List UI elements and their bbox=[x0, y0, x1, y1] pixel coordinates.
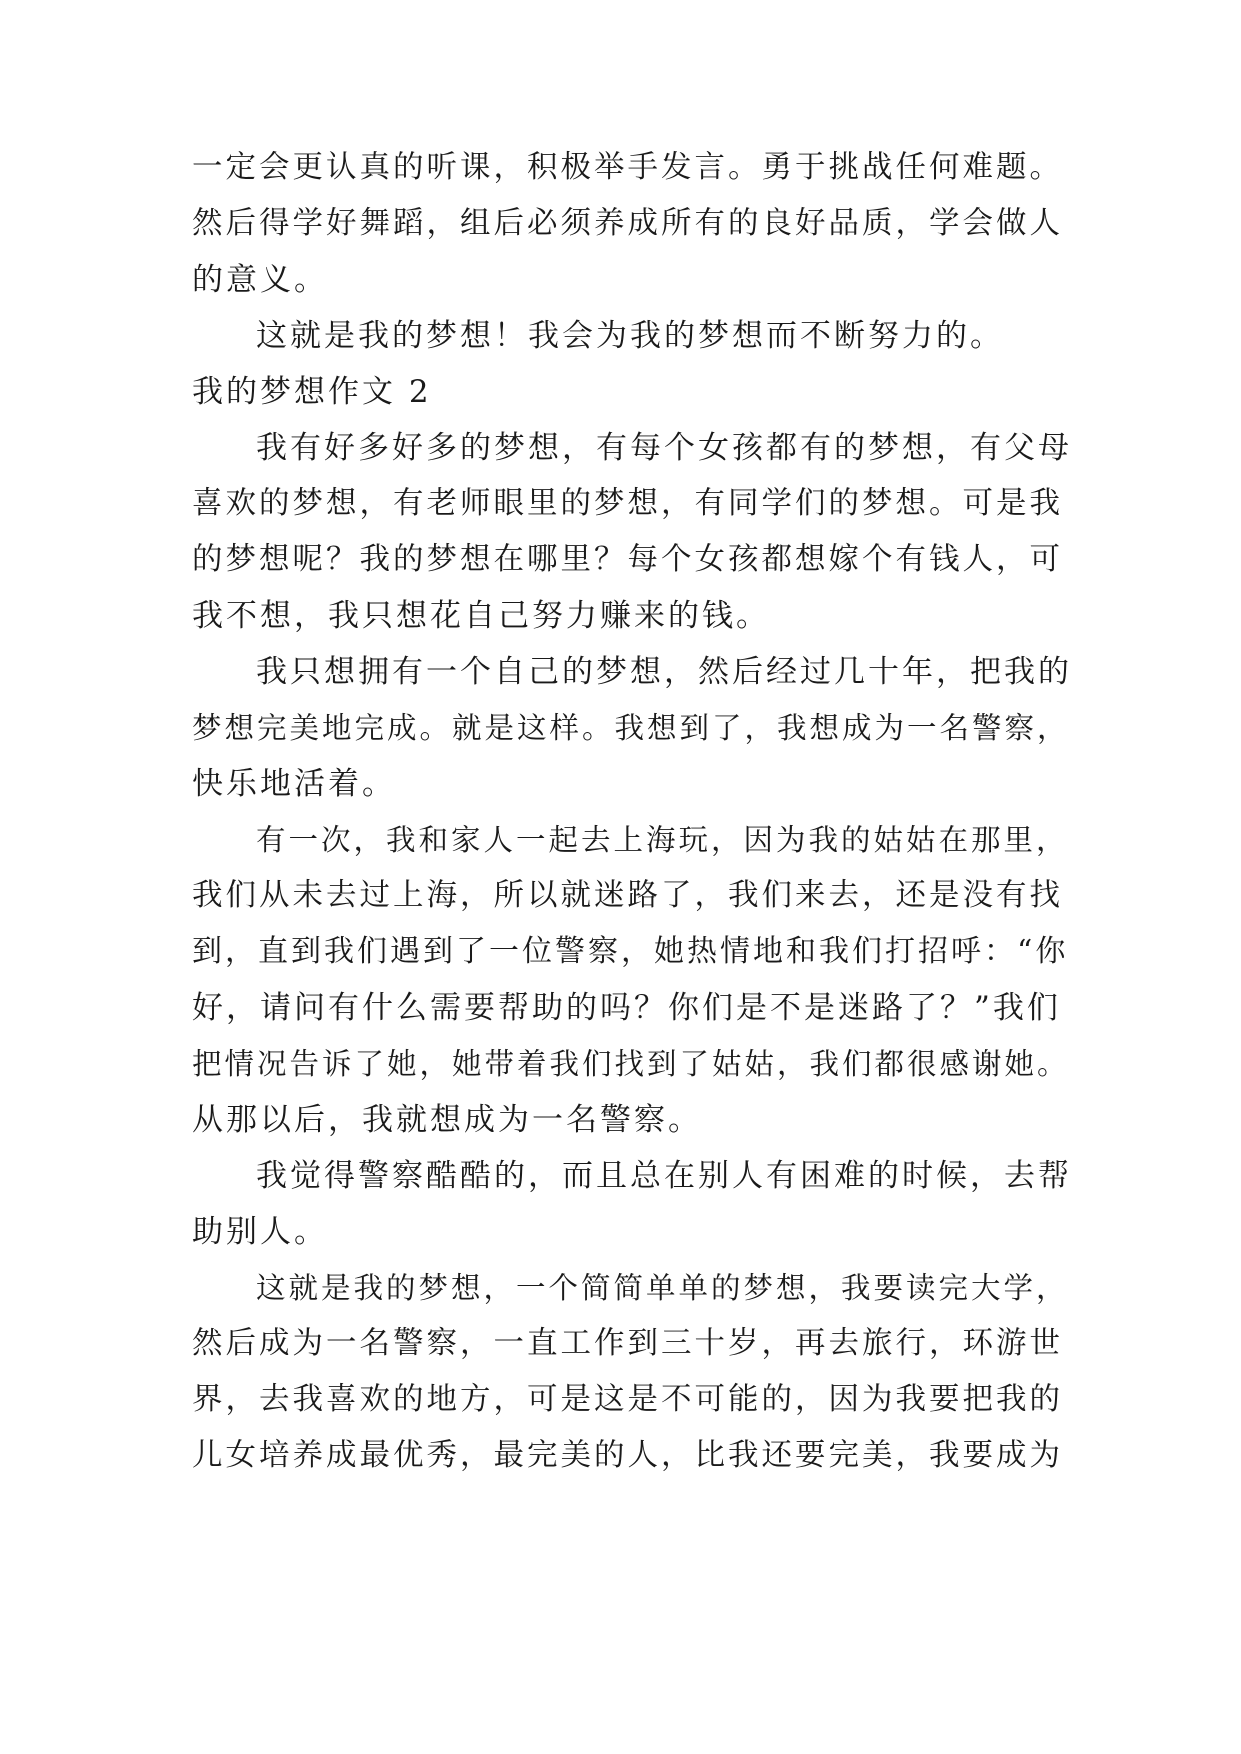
text-line: 我只想拥有一个自己的梦想，然后经过几十年，把我的 bbox=[256, 654, 1072, 690]
text-line: 然后成为一名警察，一直工作到三十岁，再去旅行，环游世 bbox=[192, 1326, 1063, 1361]
text-line: 把情况告诉了她，她带着我们找到了姑姑，我们都很感谢她。 bbox=[192, 1047, 1070, 1081]
text-line: 梦想完美地完成。就是这样。我想到了，我想成为一名警察， bbox=[192, 711, 1070, 745]
text-line: 这就是我的梦想！我会为我的梦想而不断努力的。 bbox=[256, 318, 1004, 354]
text-line: 我有好多好多的梦想，有每个女孩都有的梦想，有父母 bbox=[256, 430, 1072, 466]
text-line: 到，直到我们遇到了一位警察，她热情地和我们打招呼：“你 bbox=[192, 934, 1069, 969]
text-line: 助别人。 bbox=[192, 1214, 328, 1250]
text-line: 儿女培养成最优秀，最完美的人，比我还要完美，我要成为 bbox=[192, 1438, 1063, 1473]
text-line: 的意义。 bbox=[192, 262, 328, 298]
text-line: 我觉得警察酷酷的，而且总在别人有困难的时候，去帮 bbox=[256, 1158, 1072, 1194]
text-line: 从那以后，我就想成为一名警察。 bbox=[192, 1102, 702, 1138]
text-line: 这就是我的梦想，一个简简单单的梦想，我要读完大学， bbox=[256, 1271, 1069, 1305]
text-line: 我不想，我只想花自己努力赚来的钱。 bbox=[192, 598, 770, 634]
text-line: 的梦想呢？我的梦想在哪里？每个女孩都想嫁个有钱人，可 bbox=[192, 542, 1063, 577]
text-line: 界，去我喜欢的地方，可是这是不可能的，因为我要把我的 bbox=[192, 1382, 1063, 1417]
text-line: 快乐地活着。 bbox=[192, 766, 396, 802]
text-line: 我们从未去过上海，所以就迷路了，我们来去，还是没有找 bbox=[192, 878, 1063, 913]
text-line: 好，请问有什么需要帮助的吗？你们是不是迷路了？”我们 bbox=[192, 990, 1061, 1026]
section-heading: 我的梦想作文 2 bbox=[192, 374, 432, 410]
text-line: 一定会更认真的听课，积极举手发言。勇于挑战任何难题。 bbox=[192, 150, 1063, 185]
text-line: 然后得学好舞蹈，组后必须养成所有的良好品质，学会做人 bbox=[192, 206, 1063, 241]
text-line: 有一次，我和家人一起去上海玩，因为我的姑姑在那里， bbox=[256, 823, 1069, 857]
text-line: 喜欢的梦想，有老师眼里的梦想，有同学们的梦想。可是我 bbox=[192, 486, 1063, 521]
